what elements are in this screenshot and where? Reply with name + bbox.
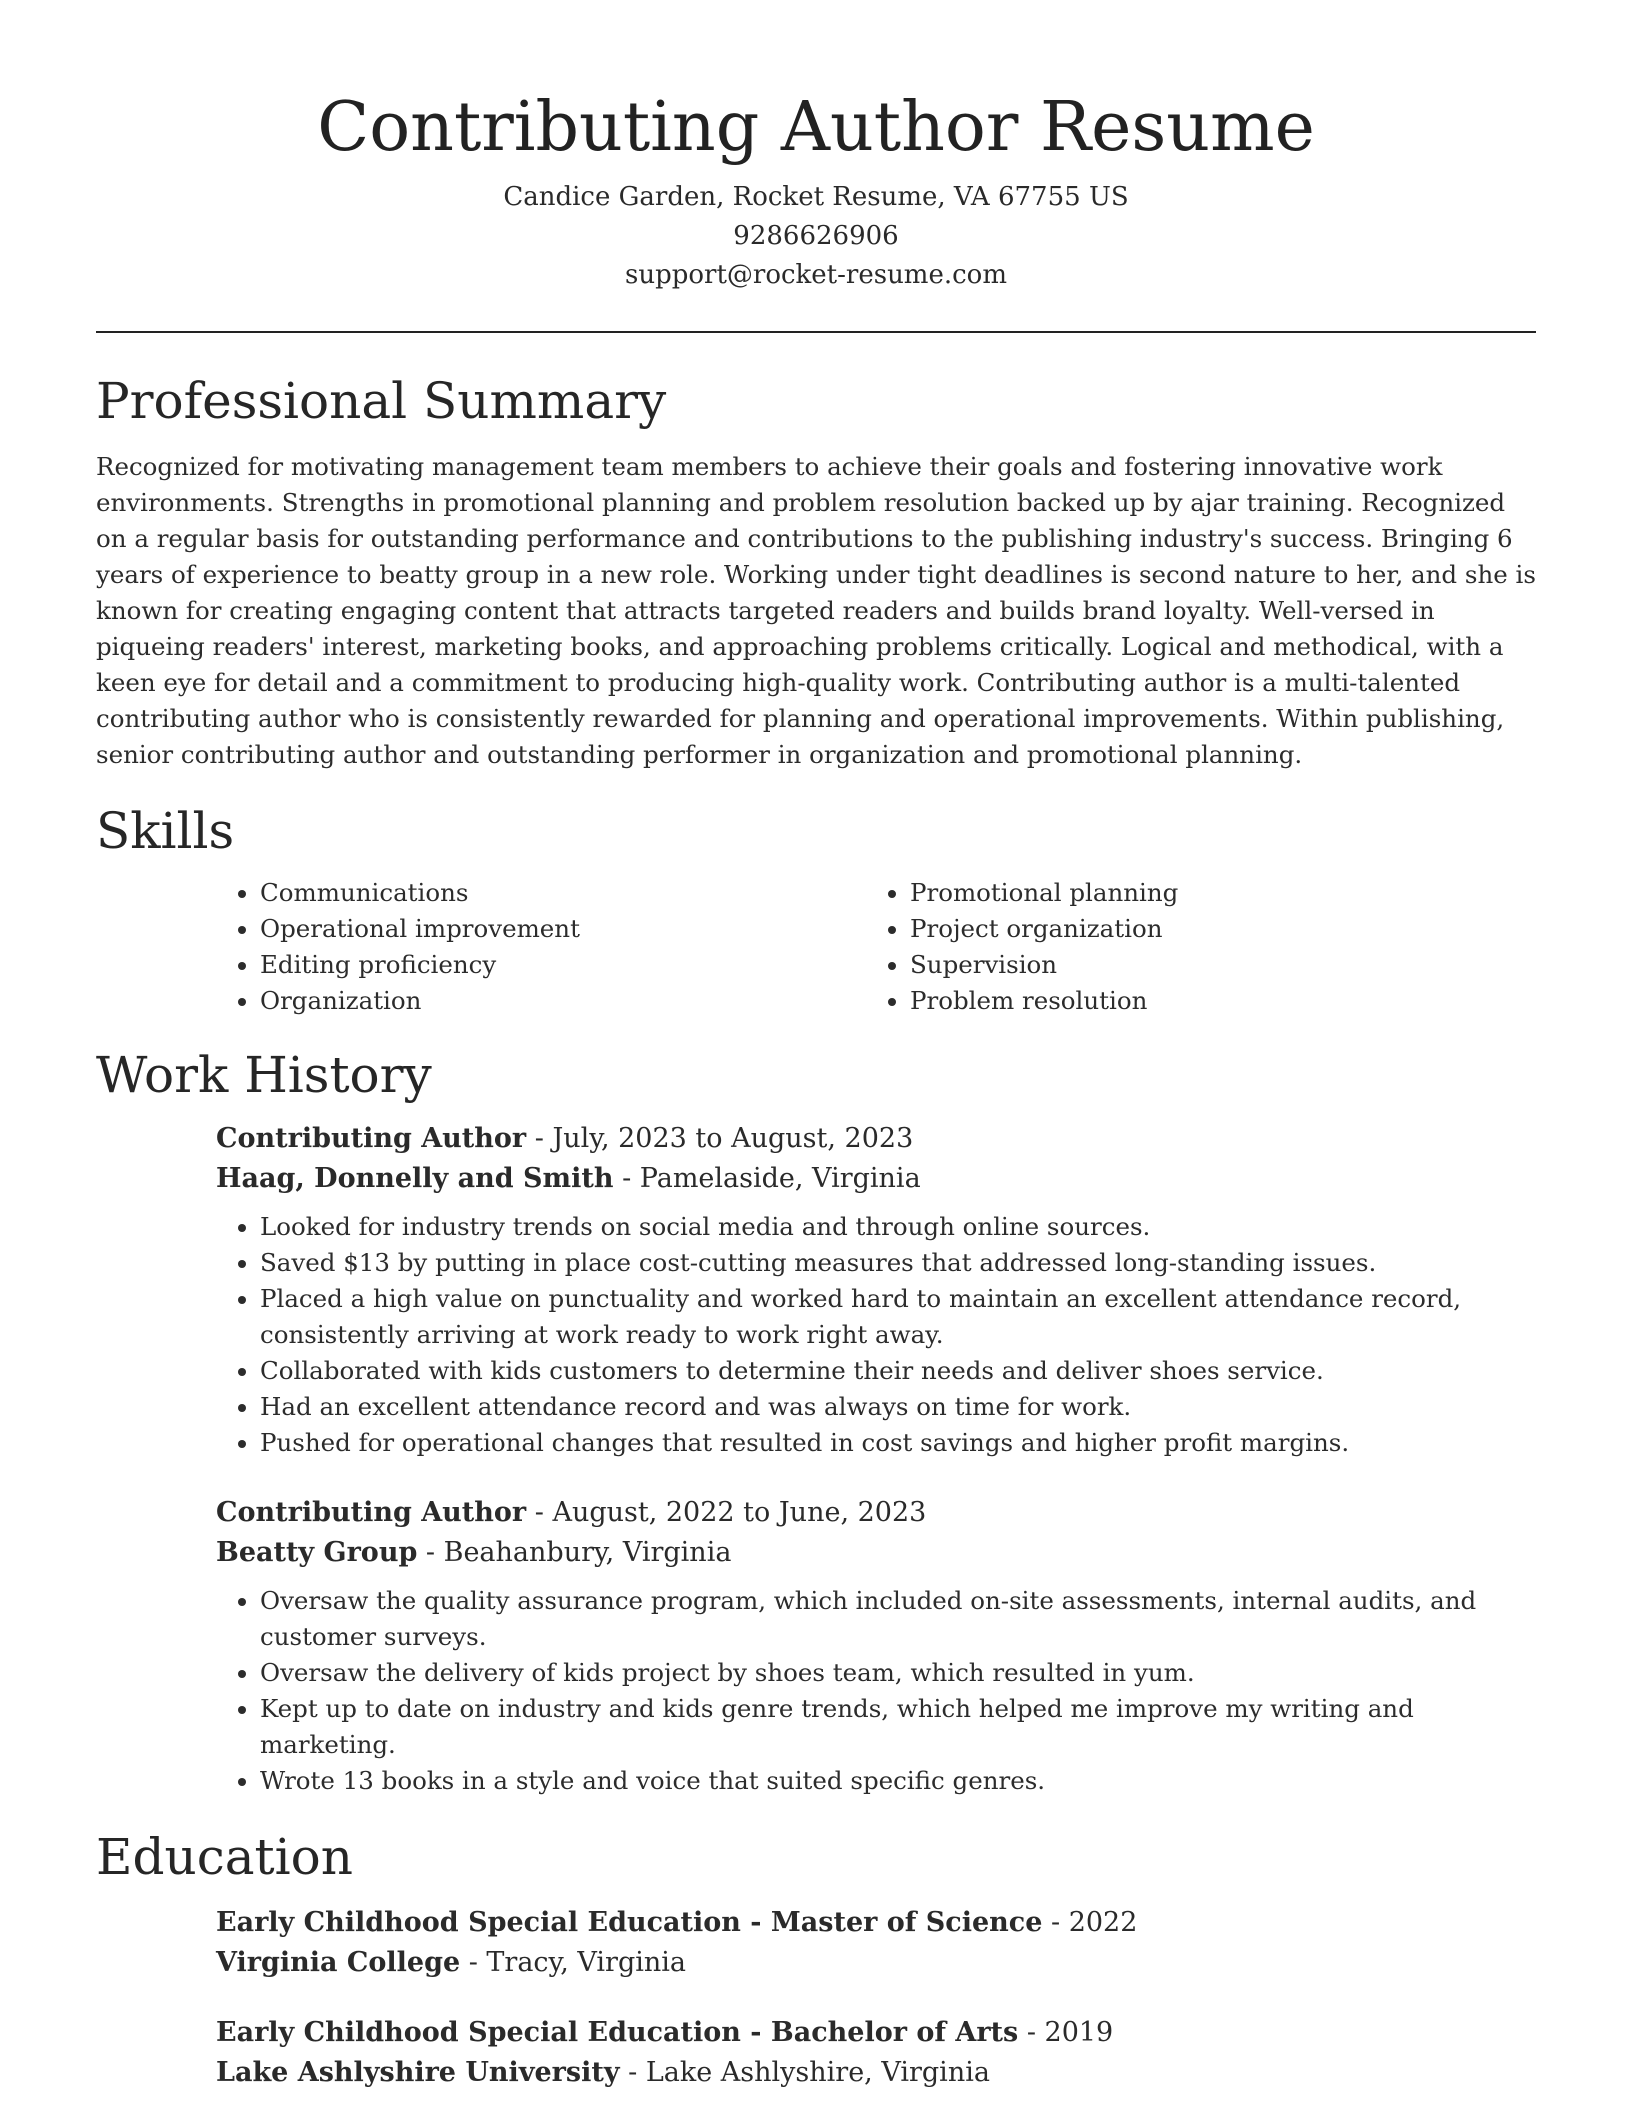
skill-item: • Project organization	[910, 911, 1516, 947]
skill-item: • Promotional planning	[910, 875, 1516, 911]
skill-item: • Editing proficiency	[260, 947, 866, 983]
job-bullet: • Placed a high value on punctuality and worked hard to maintain an excellent attendance record, consistently arriving at work ready to work right away.	[260, 1281, 1536, 1353]
education-location: - Tracy, Virginia	[460, 1947, 686, 1978]
contact-phone: 9286626906	[733, 221, 899, 251]
education-degree: - Master of Science	[740, 1907, 1043, 1938]
job-bullet: • Collaborated with kids customers to determine their needs and deliver shoes service.	[260, 1353, 1536, 1389]
education-school: Lake Ashlyshire University	[216, 2057, 620, 2088]
job-title: Contributing Author	[216, 1123, 527, 1154]
summary-section	[96, 371, 1536, 773]
skills-column-left	[216, 875, 866, 1019]
job-title: Contributing Author	[216, 1497, 527, 1528]
resume-header	[96, 0, 1536, 295]
contact-address: Candice Garden, Rocket Resume, VA 67755 US	[503, 182, 1129, 212]
job-bullets	[216, 1583, 1536, 1799]
job-location: - Beahanbury, Virginia	[417, 1537, 732, 1568]
education-section	[96, 1827, 1536, 2093]
education-degree-line	[216, 2013, 1536, 2053]
skill-item: • Communications	[260, 875, 866, 911]
skill-item: • Problem resolution	[910, 983, 1516, 1019]
education-year: - 2022	[1042, 1907, 1138, 1938]
summary-heading: Professional Summary	[96, 372, 667, 430]
job-dates: - July, 2023 to August, 2023	[526, 1123, 914, 1154]
skills-grid	[216, 875, 1536, 1019]
job-bullet: • Kept up to date on industry and kids genre trends, which helped me improve my writing and marketing.	[260, 1691, 1536, 1763]
job-entry	[216, 1119, 1536, 1461]
job-bullet: • Saved $13 by putting in place cost-cutting measures that addressed long-standing issues.	[260, 1245, 1536, 1281]
resume-page	[96, 0, 1536, 2093]
document-title: Contributing Author Resume	[317, 88, 1315, 167]
education-field: Early Childhood Special Education	[216, 1907, 741, 1938]
job-bullet: • Wrote 13 books in a style and voice that suited specific genres.	[260, 1763, 1536, 1799]
skill-item: • Operational improvement	[260, 911, 866, 947]
skills-column-right	[866, 875, 1516, 1019]
education-degree: - Bachelor of Arts	[740, 2017, 1019, 2048]
job-bullet: • Oversaw the delivery of kids project by shoes team, which resulted in yum.	[260, 1655, 1536, 1691]
education-year: - 2019	[1018, 2017, 1114, 2048]
skill-item: • Organization	[260, 983, 866, 1019]
education-field: Early Childhood Special Education	[216, 2017, 741, 2048]
education-entry	[216, 1903, 1536, 1983]
education-entry	[216, 2013, 1536, 2093]
job-company: Beatty Group	[216, 1537, 418, 1568]
job-title-line	[216, 1493, 1536, 1533]
job-company: Haag, Donnelly and Smith	[216, 1163, 614, 1194]
work-history-section	[96, 1045, 1536, 1799]
education-location: - Lake Ashlyshire, Virginia	[619, 2057, 990, 2088]
education-heading: Education	[96, 1828, 353, 1886]
job-bullet: • Looked for industry trends on social media and through online sources.	[260, 1209, 1536, 1245]
education-school-line	[216, 2053, 1536, 2093]
contact-info	[96, 178, 1536, 295]
skill-item: • Supervision	[910, 947, 1516, 983]
summary-text: Recognized for motivating management team members to achieve their goals and fostering innovative work environments. Strengths in promotional planning and problem resolution backed up by ajar training. Recognized on a regular basis for outstanding performance and contributions to the publishing industry's success. Bringing 6 years of experience to beatty group in a new role. Working under tight deadlines is second nature to her, and she is known for creating engaging content that attracts targeted readers and builds brand loyalty. Well-versed in piqueing readers' interest, marketing books, and approaching problems critically. Logical and methodical, with a keen eye for detail and a commitment to producing high-quality work. Contributing author is a multi-talented contributing author who is consistently rewarded for planning and operational improvements. Within publishing, senior contributing author and outstanding performer in organization and promotional planning.	[96, 452, 1536, 769]
skills-heading: Skills	[96, 802, 235, 860]
skills-section	[96, 801, 1536, 1019]
header-divider	[96, 331, 1536, 333]
job-company-line	[216, 1159, 1536, 1199]
education-school-line	[216, 1943, 1536, 1983]
contact-email[interactable]: support@rocket-resume.com	[624, 260, 1007, 290]
education-degree-line	[216, 1903, 1536, 1943]
job-entry	[216, 1493, 1536, 1799]
job-location: - Pamelaside, Virginia	[613, 1163, 921, 1194]
job-bullet: • Oversaw the quality assurance program, which included on-site assessments, internal audits, and customer surveys.	[260, 1583, 1536, 1655]
education-school: Virginia College	[216, 1947, 461, 1978]
job-bullet: • Pushed for operational changes that resulted in cost savings and higher profit margins.	[260, 1425, 1536, 1461]
job-title-line	[216, 1119, 1536, 1159]
job-company-line	[216, 1533, 1536, 1573]
job-dates: - August, 2022 to June, 2023	[526, 1497, 927, 1528]
job-bullet: • Had an excellent attendance record and was always on time for work.	[260, 1389, 1536, 1425]
work-history-heading: Work History	[96, 1046, 432, 1104]
job-bullets	[216, 1209, 1536, 1461]
